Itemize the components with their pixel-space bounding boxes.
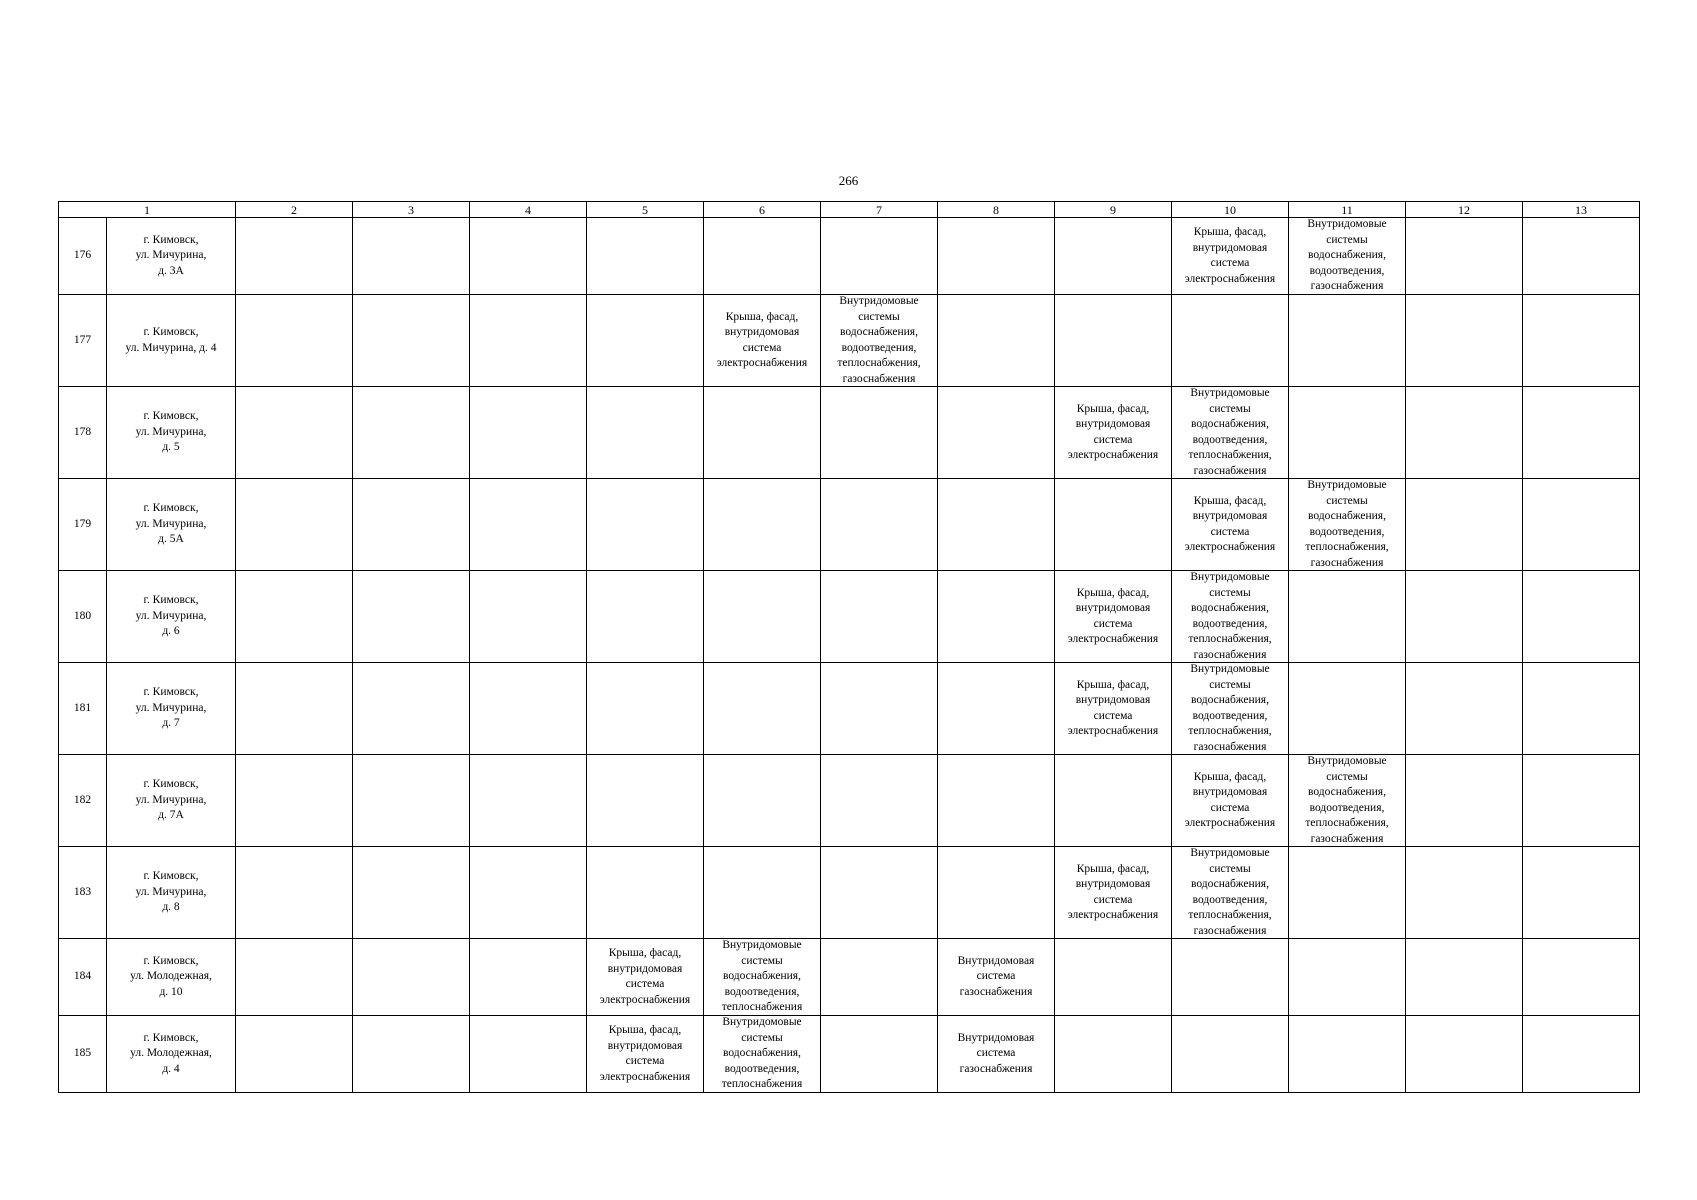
work-text-line: Крыша, фасад, — [608, 947, 682, 959]
address-line: д. 7 — [162, 717, 180, 730]
work-cell-col-7 — [821, 847, 938, 939]
address-cell — [107, 479, 236, 571]
work-text-line: газоснабжения — [1193, 648, 1267, 661]
column-header-3: 3 — [353, 202, 470, 218]
work-text-line: Крыша, фасад, — [725, 310, 799, 323]
work-text-line: электроснабжения — [716, 357, 808, 369]
work-cell-col-13 — [1523, 755, 1640, 847]
column-header-12: 12 — [1406, 202, 1523, 218]
work-cell-col-11 — [1289, 295, 1406, 387]
address-line: д. 5 — [162, 441, 180, 454]
column-header-2: 2 — [236, 202, 353, 218]
work-text-line: Внутридомовые — [1307, 755, 1387, 767]
work-text-line: система — [1210, 257, 1250, 269]
column-header-5: 5 — [587, 202, 704, 218]
work-cell-col-2 — [236, 295, 353, 387]
work-cell-col-9 — [1055, 755, 1172, 847]
work-cell-col-4 — [470, 939, 587, 1016]
work-cell-col-9 — [1055, 387, 1172, 479]
table-row — [59, 295, 1640, 387]
work-cell-col-7 — [821, 663, 938, 755]
work-text-line: внутридомовая — [1192, 786, 1268, 798]
work-cell-col-8 — [938, 387, 1055, 479]
work-text-line: теплоснабжения, — [1305, 817, 1389, 829]
work-cell-col-3 — [353, 571, 470, 663]
table-row — [59, 387, 1640, 479]
work-text-line: система — [1093, 433, 1133, 446]
work-text-line: водоснабжения, — [1191, 694, 1269, 706]
work-text-line: Внутридомовые — [1190, 387, 1270, 399]
work-text-line: газоснабжения — [959, 985, 1033, 998]
work-cell-col-5 — [587, 939, 704, 1016]
address-cell — [107, 847, 236, 939]
work-text-line: теплоснабжения, — [1188, 725, 1272, 737]
page-number: 266 — [838, 173, 859, 188]
work-text-line: Внутридомовые — [1190, 663, 1270, 675]
work-cell-col-5 — [587, 295, 704, 387]
work-text-line: водоотведения, — [724, 985, 800, 998]
work-cell-col-7 — [821, 755, 938, 847]
work-cell-col-3 — [353, 1016, 470, 1093]
work-text-line: водоснабжения, — [1308, 786, 1386, 798]
work-text-line: системы — [858, 310, 900, 323]
row-number: 179 — [59, 479, 107, 571]
address-cell — [107, 387, 236, 479]
work-cell-col-5 — [587, 1016, 704, 1093]
work-text-line: газоснабжения — [1193, 464, 1267, 477]
work-cell-col-6 — [704, 295, 821, 387]
work-text-line: Крыша, фасад, — [1193, 770, 1267, 783]
work-text-line: электроснабжения — [1184, 541, 1276, 553]
address-line: д. 4 — [162, 1062, 180, 1075]
work-cell-col-12 — [1406, 847, 1523, 939]
address-line: ул. Мичурина, — [135, 425, 207, 438]
work-cell-col-10 — [1172, 755, 1289, 847]
address-line: д. 7А — [158, 809, 184, 822]
work-cell-col-8 — [938, 295, 1055, 387]
address-cell — [107, 939, 236, 1016]
work-cell-col-9 — [1055, 571, 1172, 663]
work-cell-col-10 — [1172, 387, 1289, 479]
row-number: 183 — [59, 847, 107, 939]
work-text-line: газоснабжения — [1310, 832, 1384, 845]
work-text-line: электроснабжения — [1067, 449, 1159, 461]
work-text-line: Внутридомовые — [1190, 571, 1270, 583]
work-text-line: водоснабжения, — [840, 326, 918, 338]
work-text-line: водоснабжения, — [1191, 878, 1269, 890]
work-text-line: Внутридомовые — [1307, 479, 1387, 491]
work-cell-col-5 — [587, 571, 704, 663]
work-text-line: система — [1093, 709, 1133, 722]
work-cell-col-7 — [821, 218, 938, 295]
work-text-line: внутридомовая — [1192, 510, 1268, 522]
address-cell — [107, 218, 236, 295]
column-header-9: 9 — [1055, 202, 1172, 218]
work-cell-col-6 — [704, 387, 821, 479]
work-cell-col-4 — [470, 571, 587, 663]
work-cell-col-3 — [353, 295, 470, 387]
work-cell-col-10 — [1172, 847, 1289, 939]
row-number: 180 — [59, 571, 107, 663]
address-line: ул. Мичурина, — [135, 517, 207, 530]
work-text-line: газоснабжения — [842, 372, 916, 385]
address-line: г. Кимовск, — [143, 594, 199, 607]
work-text-line: водоотведения, — [1192, 893, 1268, 906]
work-cell-col-13 — [1523, 218, 1640, 295]
row-number: 177 — [59, 295, 107, 387]
column-header-7: 7 — [821, 202, 938, 218]
work-cell-col-5 — [587, 387, 704, 479]
column-header-6: 6 — [704, 202, 821, 218]
work-cell-col-11 — [1289, 571, 1406, 663]
work-cell-col-8 — [938, 218, 1055, 295]
work-cell-col-2 — [236, 571, 353, 663]
work-text-line: теплоснабжения, — [1305, 541, 1389, 553]
work-cell-col-4 — [470, 479, 587, 571]
work-cell-col-11 — [1289, 387, 1406, 479]
row-number: 178 — [59, 387, 107, 479]
work-cell-col-6 — [704, 571, 821, 663]
work-text-line: электроснабжения — [1067, 633, 1159, 645]
work-text-line: системы — [1209, 678, 1251, 691]
address-line: ул. Мичурина, — [135, 609, 207, 622]
address-line: г. Кимовск, — [143, 233, 199, 246]
work-cell-col-6 — [704, 663, 821, 755]
work-cell-col-12 — [1406, 218, 1523, 295]
work-cell-col-8 — [938, 847, 1055, 939]
work-cell-col-4 — [470, 218, 587, 295]
table-row — [59, 1016, 1640, 1093]
work-cell-col-3 — [353, 479, 470, 571]
work-text-line: Крыша, фасад, — [1076, 862, 1150, 875]
address-line: г. Кимовск, — [143, 778, 199, 791]
work-text-line: электроснабжения — [1067, 909, 1159, 921]
row-number: 185 — [59, 1016, 107, 1093]
column-header-13: 13 — [1523, 202, 1640, 218]
work-cell-col-4 — [470, 847, 587, 939]
work-text-line: системы — [1326, 494, 1368, 507]
work-cell-col-11 — [1289, 1016, 1406, 1093]
work-text-line: водоотведения, — [1309, 264, 1385, 277]
work-cell-col-8 — [938, 479, 1055, 571]
work-cell-col-13 — [1523, 571, 1640, 663]
work-text-line: теплоснабжения — [721, 1078, 803, 1091]
work-cell-col-10 — [1172, 479, 1289, 571]
work-cell-col-12 — [1406, 663, 1523, 755]
work-cell-col-11 — [1289, 847, 1406, 939]
work-cell-col-2 — [236, 1016, 353, 1093]
work-cell-col-8 — [938, 663, 1055, 755]
work-cell-col-2 — [236, 387, 353, 479]
work-cell-col-2 — [236, 755, 353, 847]
work-cell-col-10 — [1172, 218, 1289, 295]
work-text-line: Внутридомовые — [839, 295, 919, 307]
address-line: г. Кимовск, — [143, 502, 199, 515]
work-cell-col-11 — [1289, 755, 1406, 847]
address-line: д. 6 — [162, 625, 180, 638]
address-line: г. Кимовск, — [143, 954, 199, 967]
work-cell-col-3 — [353, 755, 470, 847]
table-row — [59, 755, 1640, 847]
work-text-line: Внутридомовая — [957, 954, 1035, 967]
work-cell-col-10 — [1172, 1016, 1289, 1093]
work-text-line: системы — [1209, 862, 1251, 875]
work-cell-col-3 — [353, 847, 470, 939]
work-cell-col-8 — [938, 755, 1055, 847]
work-text-line: Внутридомовые — [722, 939, 802, 952]
work-text-line: теплоснабжения, — [1188, 909, 1272, 921]
address-line: д. 5А — [158, 533, 184, 546]
address-line: г. Кимовск, — [143, 326, 199, 338]
work-cell-col-3 — [353, 939, 470, 1016]
work-text-line: системы — [741, 1031, 783, 1044]
work-text-line: Крыша, фасад, — [1193, 226, 1267, 238]
work-cell-col-13 — [1523, 847, 1640, 939]
work-cell-col-6 — [704, 847, 821, 939]
work-cell-col-12 — [1406, 295, 1523, 387]
work-text-line: внутридомовая — [1075, 602, 1151, 614]
work-text-line: Крыша, фасад, — [1076, 402, 1150, 415]
work-text-line: водоотведения, — [1192, 709, 1268, 722]
work-cell-col-11 — [1289, 939, 1406, 1016]
work-text-line: теплоснабжения — [721, 1001, 803, 1014]
address-line: д. 3А — [158, 264, 184, 277]
work-cell-col-8 — [938, 1016, 1055, 1093]
address-line: д. 10 — [159, 985, 183, 998]
work-text-line: системы — [1326, 770, 1368, 783]
column-header-row — [59, 202, 1640, 218]
work-text-line: водоснабжения, — [723, 1047, 801, 1060]
address-line: г. Кимовск, — [143, 870, 199, 883]
work-cell-col-5 — [587, 755, 704, 847]
work-text-line: газоснабжения — [1193, 740, 1267, 753]
work-text-line: водоотведения, — [841, 341, 917, 354]
work-text-line: газоснабжения — [959, 1062, 1033, 1075]
work-text-line: внутридомовая — [607, 1039, 683, 1052]
address-line: ул. Мичурина, — [135, 793, 207, 806]
work-cell-col-9 — [1055, 218, 1172, 295]
work-text-line: Крыша, фасад, — [1076, 586, 1150, 599]
work-cell-col-12 — [1406, 755, 1523, 847]
work-text-line: теплоснабжения, — [1188, 633, 1272, 645]
table-row — [59, 479, 1640, 571]
table-row — [59, 939, 1640, 1016]
work-text-line: системы — [1209, 402, 1251, 415]
address-line: ул. Молодежная, — [130, 970, 212, 983]
address-cell — [107, 1016, 236, 1093]
work-text-line: электроснабжения — [1067, 725, 1159, 737]
row-number: 181 — [59, 663, 107, 755]
work-text-line: водоснабжения, — [723, 970, 801, 983]
work-cell-col-11 — [1289, 218, 1406, 295]
work-cell-col-7 — [821, 479, 938, 571]
row-number: 184 — [59, 939, 107, 1016]
work-text-line: системы — [741, 954, 783, 967]
work-text-line: Внутридомовые — [1307, 218, 1387, 231]
work-text-line: водоотведения, — [1309, 801, 1385, 814]
work-cell-col-5 — [587, 479, 704, 571]
work-cell-col-3 — [353, 387, 470, 479]
work-cell-col-4 — [470, 1016, 587, 1093]
work-text-line: водоотведения, — [724, 1062, 800, 1075]
work-text-line: внутридомовая — [1075, 878, 1151, 890]
work-cell-col-7 — [821, 1016, 938, 1093]
work-cell-col-10 — [1172, 939, 1289, 1016]
address-cell — [107, 571, 236, 663]
table-row — [59, 571, 1640, 663]
work-text-line: Крыша, фасад, — [1193, 494, 1267, 507]
work-cell-col-13 — [1523, 939, 1640, 1016]
work-cell-col-13 — [1523, 479, 1640, 571]
address-line: г. Кимовск, — [143, 1031, 199, 1044]
work-cell-col-2 — [236, 218, 353, 295]
work-text-line: Внутридомовая — [957, 1031, 1035, 1044]
work-cell-col-11 — [1289, 663, 1406, 755]
column-header-1: 1 — [59, 202, 236, 218]
work-cell-col-12 — [1406, 571, 1523, 663]
work-cell-col-4 — [470, 663, 587, 755]
row-number: 176 — [59, 218, 107, 295]
work-cell-col-12 — [1406, 939, 1523, 1016]
work-text-line: внутридомовая — [607, 962, 683, 975]
work-text-line: газоснабжения — [1310, 556, 1384, 569]
work-text-line: электроснабжения — [1184, 272, 1276, 285]
work-cell-col-13 — [1523, 1016, 1640, 1093]
work-cell-col-12 — [1406, 387, 1523, 479]
work-text-line: теплоснабжения, — [837, 357, 921, 369]
work-cell-col-9 — [1055, 847, 1172, 939]
work-text-line: теплоснабжения, — [1188, 449, 1272, 461]
work-cell-col-13 — [1523, 387, 1640, 479]
work-text-line: Крыша, фасад, — [1076, 678, 1150, 691]
work-text-line: водоотведения, — [1192, 617, 1268, 630]
works-schedule-table — [58, 201, 1640, 1093]
work-cell-col-2 — [236, 939, 353, 1016]
address-line: г. Кимовск, — [143, 410, 199, 423]
work-cell-col-9 — [1055, 295, 1172, 387]
address-line: ул. Мичурина, — [135, 885, 207, 898]
work-cell-col-10 — [1172, 295, 1289, 387]
work-text-line: электроснабжения — [599, 993, 691, 1006]
work-cell-col-4 — [470, 755, 587, 847]
address-cell — [107, 755, 236, 847]
work-cell-col-6 — [704, 1016, 821, 1093]
table-row — [59, 847, 1640, 939]
work-text-line: система — [1093, 617, 1133, 630]
work-text-line: внутридомовая — [1075, 418, 1151, 430]
work-cell-col-8 — [938, 571, 1055, 663]
column-header-4: 4 — [470, 202, 587, 218]
address-cell — [107, 295, 236, 387]
work-cell-col-2 — [236, 479, 353, 571]
work-cell-col-7 — [821, 571, 938, 663]
address-line: ул. Мичурина, — [135, 249, 207, 262]
work-text-line: система — [625, 978, 665, 990]
address-cell — [107, 663, 236, 755]
work-text-line: система — [742, 341, 782, 354]
work-text-line: система — [1093, 893, 1133, 906]
work-text-line: Внутридомовые — [1190, 847, 1270, 859]
work-cell-col-6 — [704, 479, 821, 571]
work-cell-col-6 — [704, 218, 821, 295]
work-cell-col-9 — [1055, 479, 1172, 571]
column-header-10: 10 — [1172, 202, 1289, 218]
work-cell-col-8 — [938, 939, 1055, 1016]
work-cell-col-3 — [353, 218, 470, 295]
work-cell-col-7 — [821, 295, 938, 387]
address-line: ул. Мичурина, д. 4 — [125, 341, 217, 354]
work-cell-col-4 — [470, 295, 587, 387]
work-text-line: система — [1210, 525, 1250, 538]
work-cell-col-12 — [1406, 479, 1523, 571]
work-text-line: водоснабжения, — [1308, 249, 1386, 262]
column-header-8: 8 — [938, 202, 1055, 218]
table-row — [59, 663, 1640, 755]
work-text-line: газоснабжения — [1310, 280, 1384, 293]
work-text-line: системы — [1209, 586, 1251, 599]
work-text-line: система — [1210, 801, 1250, 814]
work-cell-col-6 — [704, 755, 821, 847]
address-line: г. Кимовск, — [143, 686, 199, 699]
work-cell-col-7 — [821, 939, 938, 1016]
work-text-line: водоснабжения, — [1308, 510, 1386, 522]
work-text-line: водоотведения, — [1309, 525, 1385, 538]
work-text-line: газоснабжения — [1193, 924, 1267, 937]
work-cell-col-12 — [1406, 1016, 1523, 1093]
work-text-line: система — [625, 1055, 665, 1067]
work-cell-col-9 — [1055, 663, 1172, 755]
work-cell-col-5 — [587, 663, 704, 755]
work-text-line: электроснабжения — [1184, 817, 1276, 829]
work-cell-col-5 — [587, 218, 704, 295]
table-row — [59, 218, 1640, 295]
work-cell-col-10 — [1172, 571, 1289, 663]
work-text-line: электроснабжения — [599, 1070, 691, 1083]
row-number: 182 — [59, 755, 107, 847]
address-line: ул. Молодежная, — [130, 1047, 212, 1060]
work-cell-col-2 — [236, 847, 353, 939]
work-cell-col-13 — [1523, 663, 1640, 755]
work-text-line: водоотведения, — [1192, 433, 1268, 446]
work-cell-col-4 — [470, 387, 587, 479]
work-cell-col-11 — [1289, 479, 1406, 571]
work-cell-col-10 — [1172, 663, 1289, 755]
work-cell-col-9 — [1055, 1016, 1172, 1093]
work-text-line: системы — [1326, 233, 1368, 246]
work-text-line: водоснабжения, — [1191, 602, 1269, 614]
work-text-line: внутридомовая — [1075, 694, 1151, 706]
work-cell-col-13 — [1523, 295, 1640, 387]
work-text-line: система — [976, 970, 1016, 983]
work-cell-col-3 — [353, 663, 470, 755]
work-cell-col-9 — [1055, 939, 1172, 1016]
work-cell-col-5 — [587, 847, 704, 939]
address-line: ул. Мичурина, — [135, 701, 207, 714]
work-text-line: внутридомовая — [724, 326, 800, 338]
work-cell-col-7 — [821, 387, 938, 479]
address-line: д. 8 — [162, 901, 180, 914]
column-header-11: 11 — [1289, 202, 1406, 218]
work-cell-col-2 — [236, 663, 353, 755]
work-text-line: водоснабжения, — [1191, 418, 1269, 430]
work-text-line: Внутридомовые — [722, 1016, 802, 1029]
work-text-line: Крыша, фасад, — [608, 1024, 682, 1036]
work-text-line: внутридомовая — [1192, 241, 1268, 254]
work-cell-col-6 — [704, 939, 821, 1016]
work-text-line: система — [976, 1047, 1016, 1060]
